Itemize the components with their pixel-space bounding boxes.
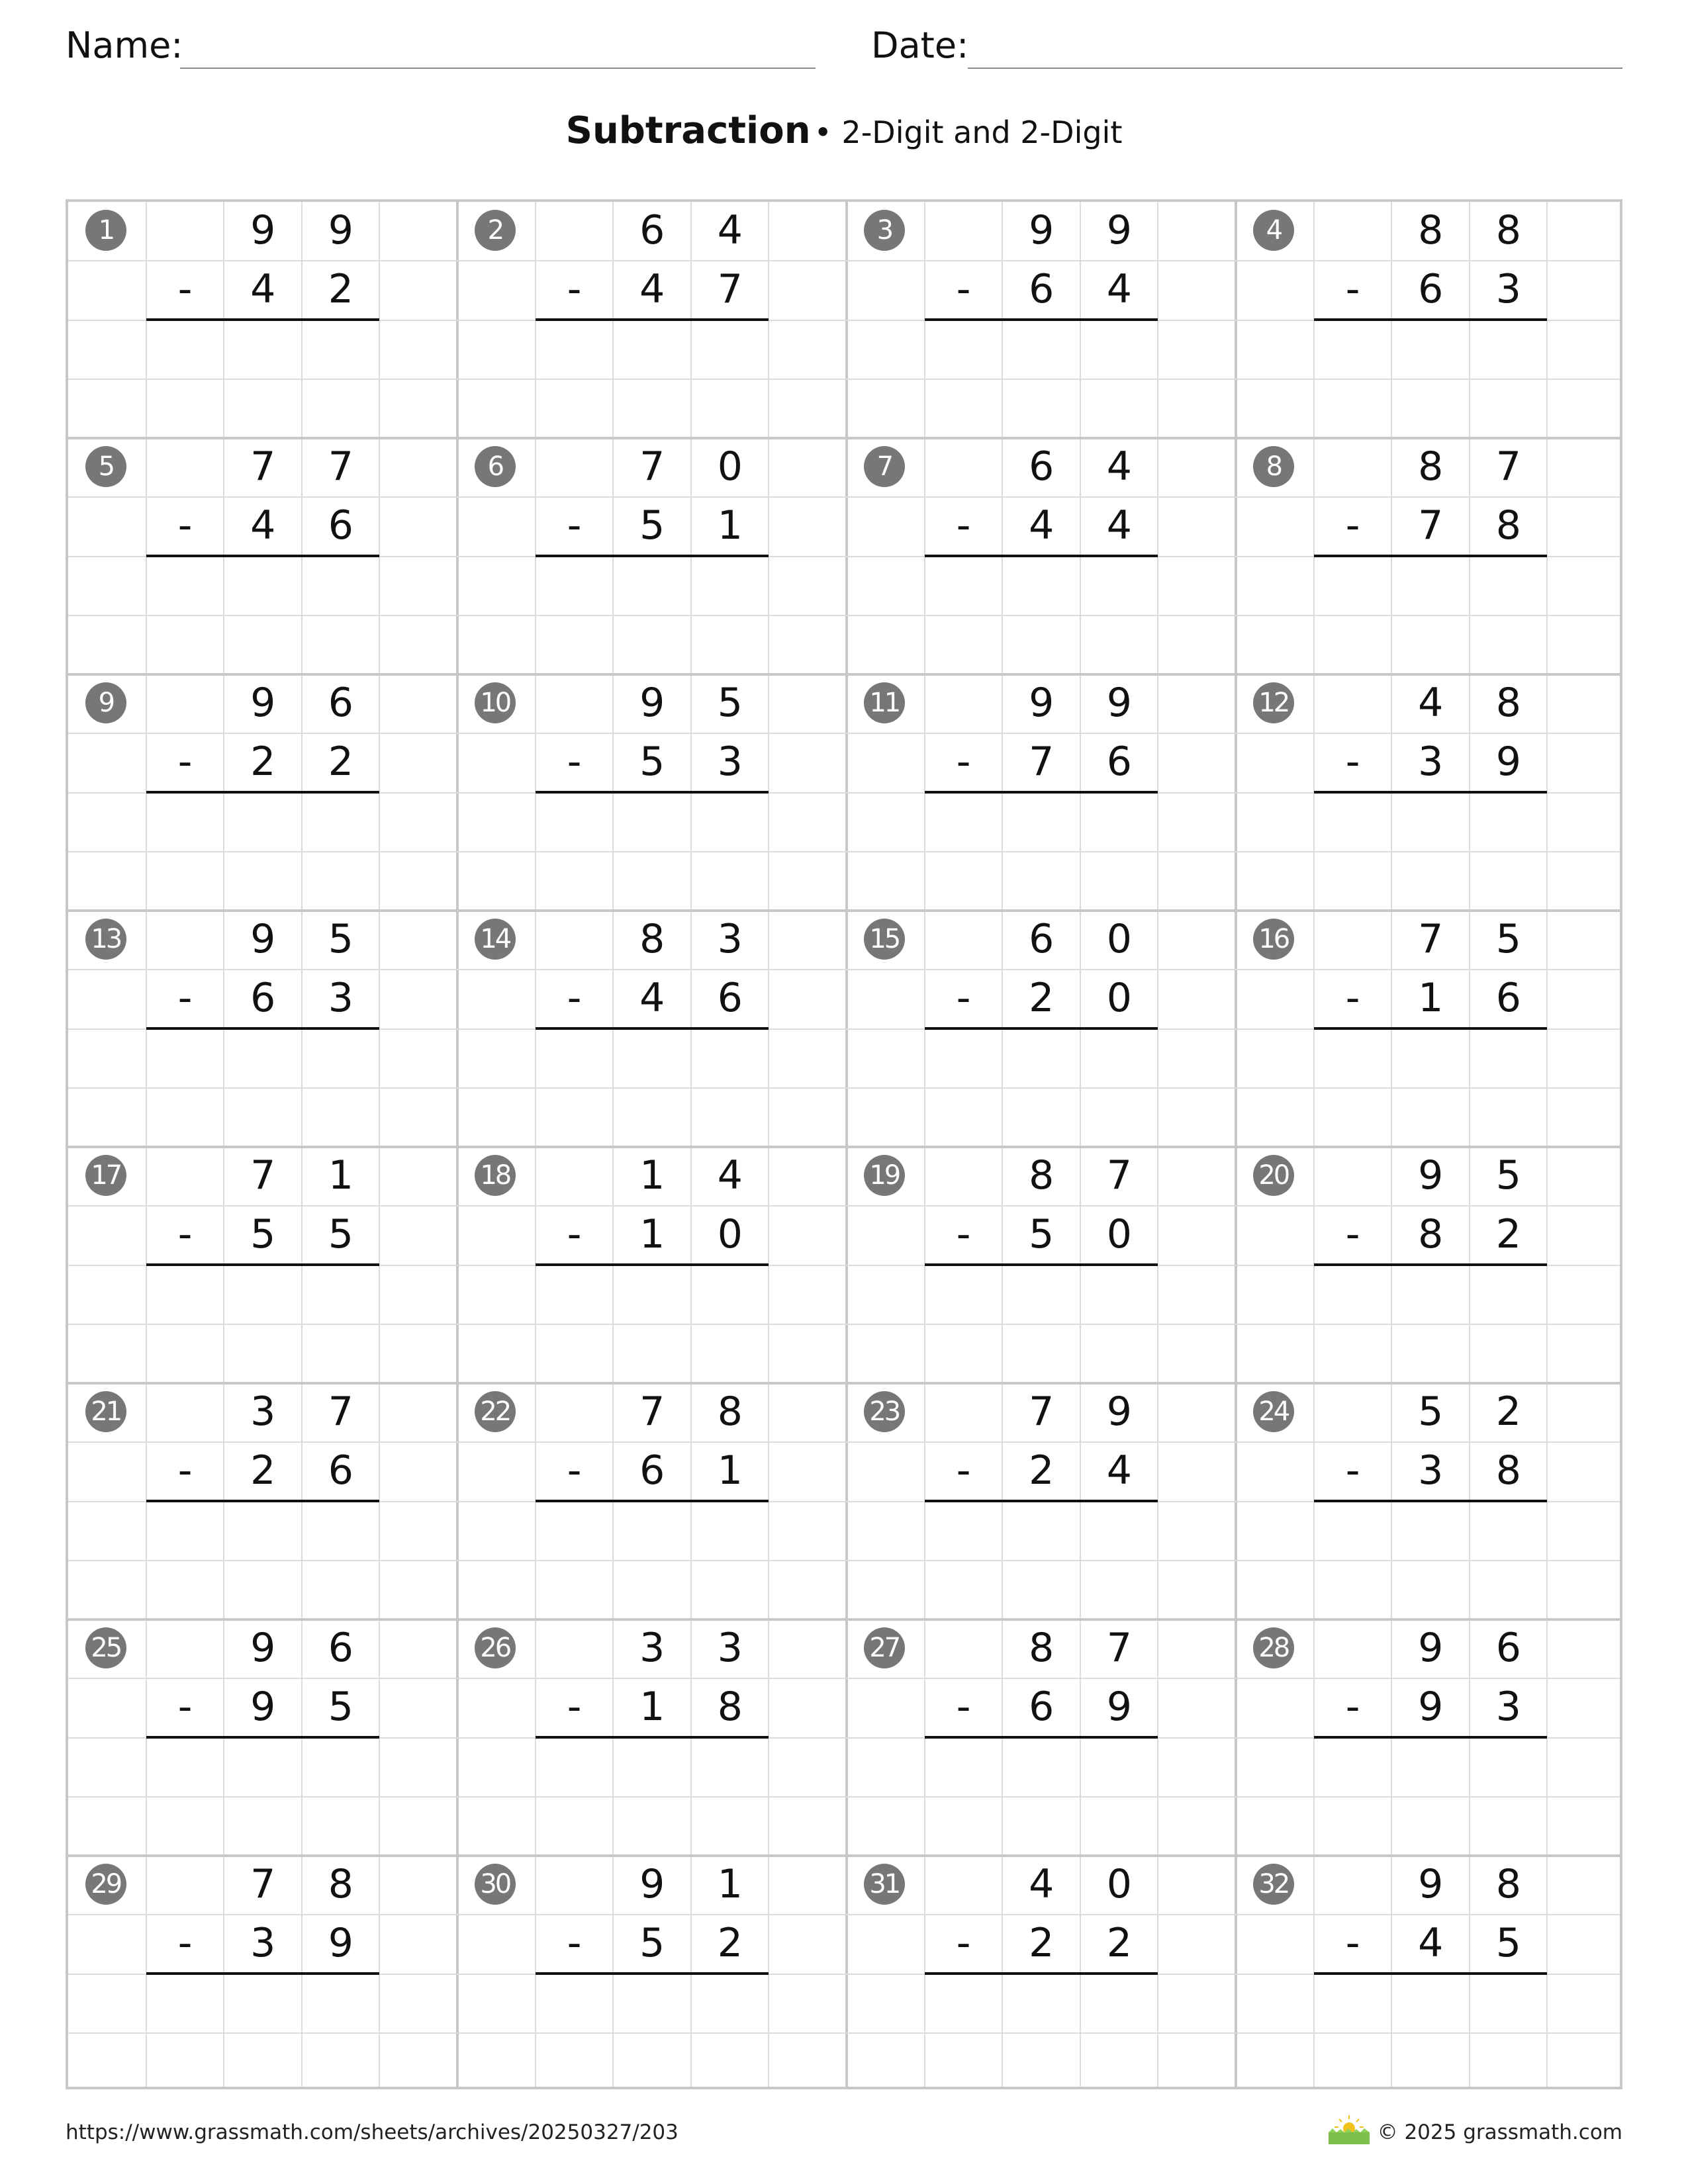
minus-sign: - bbox=[177, 1683, 193, 1730]
problem-number-badge: 8 bbox=[1253, 446, 1294, 487]
subtrahend-tens-digit: 4 bbox=[250, 502, 276, 549]
subtrahend-tens-digit: 1 bbox=[639, 1210, 665, 1257]
answer-area[interactable] bbox=[536, 557, 769, 675]
problem-number-badge: 29 bbox=[85, 1864, 126, 1905]
minuend-tens-digit: 6 bbox=[1029, 443, 1055, 490]
minus-sign: - bbox=[567, 1447, 582, 1494]
subtrahend-ones-digit: 6 bbox=[1106, 738, 1132, 785]
problem-number-badge: 9 bbox=[85, 682, 126, 723]
problem-number-badge: 5 bbox=[85, 446, 126, 487]
minuend-tens-digit: 3 bbox=[250, 1388, 276, 1435]
problem-number-badge: 3 bbox=[864, 210, 905, 251]
subtrahend-tens-digit: 9 bbox=[1418, 1683, 1444, 1730]
problem-number-badge: 6 bbox=[475, 446, 516, 487]
grid-line bbox=[68, 260, 1620, 261]
minuend-tens-digit: 9 bbox=[1029, 206, 1055, 253]
answer-area[interactable] bbox=[536, 1029, 769, 1148]
subtrahend-tens-digit: 5 bbox=[639, 1919, 665, 1966]
minus-sign: - bbox=[956, 1447, 971, 1494]
minuend-ones-digit: 0 bbox=[717, 443, 743, 490]
minuend-ones-digit: 1 bbox=[717, 1860, 743, 1907]
answer-area[interactable] bbox=[1314, 1738, 1548, 1856]
subtrahend-tens-digit: 6 bbox=[1418, 265, 1444, 312]
problem-number-badge: 28 bbox=[1253, 1627, 1294, 1668]
grid-line bbox=[68, 733, 1620, 734]
subtrahend-ones-digit: 9 bbox=[328, 1919, 353, 1966]
minus-sign: - bbox=[567, 502, 582, 549]
minuend-tens-digit: 9 bbox=[250, 206, 276, 253]
minuend-ones-digit: 8 bbox=[328, 1860, 353, 1907]
answer-area[interactable] bbox=[146, 1265, 380, 1384]
minuend-tens-digit: 7 bbox=[639, 1388, 665, 1435]
answer-area[interactable] bbox=[536, 320, 769, 439]
problem-number-badge: 19 bbox=[864, 1155, 905, 1196]
problem-number-badge: 15 bbox=[864, 919, 905, 960]
subtrahend-ones-digit: 5 bbox=[1495, 1919, 1521, 1966]
grid-line bbox=[68, 969, 1620, 970]
minus-sign: - bbox=[567, 974, 582, 1021]
subtrahend-tens-digit: 1 bbox=[639, 1683, 665, 1730]
grid-line bbox=[68, 1914, 1620, 1915]
problem-number-badge: 16 bbox=[1253, 919, 1294, 960]
minus-sign: - bbox=[567, 738, 582, 785]
minus-sign: - bbox=[1345, 1210, 1360, 1257]
problem-number-badge: 11 bbox=[864, 682, 905, 723]
problem-number-badge: 23 bbox=[864, 1391, 905, 1432]
minus-sign: - bbox=[177, 738, 193, 785]
minus-sign: - bbox=[177, 1210, 193, 1257]
minuend-tens-digit: 7 bbox=[250, 443, 276, 490]
minus-sign: - bbox=[956, 265, 971, 312]
problem-number-badge: 20 bbox=[1253, 1155, 1294, 1196]
minuend-tens-digit: 9 bbox=[250, 679, 276, 726]
answer-area[interactable] bbox=[1314, 1265, 1548, 1384]
minus-sign: - bbox=[1345, 974, 1360, 1021]
subtrahend-ones-digit: 9 bbox=[1495, 738, 1521, 785]
minuend-tens-digit: 4 bbox=[1029, 1860, 1055, 1907]
grid-line bbox=[68, 1678, 1620, 1679]
minuend-ones-digit: 6 bbox=[328, 1624, 353, 1671]
footer-url: https://www.grassmath.com/sheets/archives/20250327/203 bbox=[66, 2120, 679, 2144]
problem-number-badge: 18 bbox=[475, 1155, 516, 1196]
minuend-ones-digit: 0 bbox=[1106, 1860, 1132, 1907]
subtrahend-ones-digit: 2 bbox=[1106, 1919, 1132, 1966]
subtrahend-ones-digit: 0 bbox=[717, 1210, 743, 1257]
problem-number-badge: 4 bbox=[1253, 210, 1294, 251]
minuend-tens-digit: 7 bbox=[1418, 915, 1444, 962]
subtrahend-tens-digit: 6 bbox=[250, 974, 276, 1021]
problem-number-badge: 13 bbox=[85, 919, 126, 960]
subtrahend-ones-digit: 4 bbox=[1106, 265, 1132, 312]
problem-number-badge: 2 bbox=[475, 210, 516, 251]
subtrahend-ones-digit: 7 bbox=[717, 265, 743, 312]
subtrahend-tens-digit: 4 bbox=[1029, 502, 1055, 549]
minuend-tens-digit: 9 bbox=[1418, 1860, 1444, 1907]
subtrahend-tens-digit: 5 bbox=[639, 502, 665, 549]
answer-area[interactable] bbox=[146, 557, 380, 675]
minus-sign: - bbox=[1345, 1447, 1360, 1494]
minuend-tens-digit: 9 bbox=[250, 915, 276, 962]
minuend-ones-digit: 3 bbox=[717, 1624, 743, 1671]
minuend-tens-digit: 8 bbox=[1418, 206, 1444, 253]
problem-divider bbox=[1235, 202, 1237, 2087]
answer-area[interactable] bbox=[146, 1738, 380, 1856]
minuend-ones-digit: 8 bbox=[1495, 679, 1521, 726]
answer-area[interactable] bbox=[1314, 793, 1548, 911]
minuend-ones-digit: 7 bbox=[328, 443, 353, 490]
minuend-tens-digit: 6 bbox=[639, 206, 665, 253]
minus-sign: - bbox=[567, 1919, 582, 1966]
subtrahend-tens-digit: 2 bbox=[250, 1447, 276, 1494]
subtrahend-tens-digit: 3 bbox=[1418, 738, 1444, 785]
minuend-tens-digit: 6 bbox=[1029, 915, 1055, 962]
problem-number-badge: 10 bbox=[475, 682, 516, 723]
answer-area[interactable] bbox=[925, 1738, 1158, 1856]
answer-area[interactable] bbox=[925, 793, 1158, 911]
minuend-ones-digit: 8 bbox=[1495, 1860, 1521, 1907]
minuend-tens-digit: 8 bbox=[1418, 443, 1444, 490]
minus-sign: - bbox=[177, 265, 193, 312]
problem-divider bbox=[456, 202, 459, 2087]
subtrahend-ones-digit: 8 bbox=[1495, 1447, 1521, 1494]
subtrahend-tens-digit: 4 bbox=[1418, 1919, 1444, 1966]
subtrahend-ones-digit: 2 bbox=[328, 738, 353, 785]
minuend-tens-digit: 1 bbox=[639, 1152, 665, 1199]
problem-number-badge: 31 bbox=[864, 1864, 905, 1905]
minuend-ones-digit: 3 bbox=[717, 915, 743, 962]
minus-sign: - bbox=[1345, 1919, 1360, 1966]
minus-sign: - bbox=[177, 1447, 193, 1494]
subtrahend-ones-digit: 6 bbox=[328, 502, 353, 549]
minus-sign: - bbox=[177, 502, 193, 549]
minus-sign: - bbox=[956, 502, 971, 549]
subtrahend-tens-digit: 2 bbox=[250, 738, 276, 785]
minuend-ones-digit: 1 bbox=[328, 1152, 353, 1199]
problem-number-badge: 26 bbox=[475, 1627, 516, 1668]
answer-area[interactable] bbox=[925, 1974, 1158, 2093]
minus-sign: - bbox=[956, 974, 971, 1021]
minuend-tens-digit: 7 bbox=[639, 443, 665, 490]
footer-copyright: © 2025 grassmath.com bbox=[1377, 2120, 1622, 2144]
answer-area[interactable] bbox=[925, 320, 1158, 439]
answer-area[interactable] bbox=[1314, 1029, 1548, 1148]
answer-area[interactable] bbox=[536, 1974, 769, 2093]
minus-sign: - bbox=[956, 1683, 971, 1730]
subtrahend-ones-digit: 4 bbox=[1106, 502, 1132, 549]
minus-sign: - bbox=[1345, 502, 1360, 549]
subtrahend-ones-digit: 6 bbox=[1495, 974, 1521, 1021]
problem-number-badge: 27 bbox=[864, 1627, 905, 1668]
subtrahend-ones-digit: 1 bbox=[717, 1447, 743, 1494]
subtrahend-ones-digit: 1 bbox=[717, 502, 743, 549]
problem-grid bbox=[66, 199, 1622, 2089]
answer-area[interactable] bbox=[1314, 557, 1548, 675]
problem-number-badge: 30 bbox=[475, 1864, 516, 1905]
minuend-ones-digit: 7 bbox=[1106, 1624, 1132, 1671]
subtrahend-ones-digit: 5 bbox=[328, 1210, 353, 1257]
minuend-tens-digit: 3 bbox=[639, 1624, 665, 1671]
answer-area[interactable] bbox=[146, 1029, 380, 1148]
minuend-ones-digit: 9 bbox=[1106, 1388, 1132, 1435]
minuend-ones-digit: 5 bbox=[1495, 915, 1521, 962]
answer-area[interactable] bbox=[146, 320, 380, 439]
minuend-ones-digit: 5 bbox=[328, 915, 353, 962]
subtrahend-tens-digit: 2 bbox=[1029, 974, 1055, 1021]
subtrahend-ones-digit: 3 bbox=[328, 974, 353, 1021]
problem-number-badge: 14 bbox=[475, 919, 516, 960]
subtrahend-tens-digit: 4 bbox=[250, 265, 276, 312]
grid-line bbox=[68, 1205, 1620, 1206]
minuend-ones-digit: 2 bbox=[1495, 1388, 1521, 1435]
subtrahend-ones-digit: 3 bbox=[1495, 1683, 1521, 1730]
subtrahend-tens-digit: 9 bbox=[250, 1683, 276, 1730]
problem-number-badge: 12 bbox=[1253, 682, 1294, 723]
answer-area[interactable] bbox=[536, 1265, 769, 1384]
minus-sign: - bbox=[567, 1210, 582, 1257]
minuend-ones-digit: 6 bbox=[1495, 1624, 1521, 1671]
subtrahend-ones-digit: 0 bbox=[1106, 974, 1132, 1021]
minuend-ones-digit: 7 bbox=[328, 1388, 353, 1435]
grass-sun-logo-icon bbox=[1326, 2113, 1372, 2146]
minus-sign: - bbox=[177, 974, 193, 1021]
title-sub: • 2-Digit and 2-Digit bbox=[814, 114, 1123, 150]
problem-number-badge: 24 bbox=[1253, 1391, 1294, 1432]
minuend-ones-digit: 0 bbox=[1106, 915, 1132, 962]
title-main: Subtraction bbox=[565, 109, 811, 152]
subtrahend-ones-digit: 0 bbox=[1106, 1210, 1132, 1257]
minuend-tens-digit: 7 bbox=[250, 1152, 276, 1199]
problem-divider bbox=[845, 202, 848, 2087]
minuend-tens-digit: 8 bbox=[1029, 1152, 1055, 1199]
minuend-tens-digit: 5 bbox=[1418, 1388, 1444, 1435]
answer-area[interactable] bbox=[1314, 320, 1548, 439]
minuend-ones-digit: 7 bbox=[1495, 443, 1521, 490]
name-label: Name: bbox=[66, 24, 183, 66]
subtrahend-ones-digit: 4 bbox=[1106, 1447, 1132, 1494]
answer-area[interactable] bbox=[925, 1029, 1158, 1148]
date-line[interactable] bbox=[968, 68, 1622, 69]
minus-sign: - bbox=[177, 1919, 193, 1966]
subtrahend-tens-digit: 8 bbox=[1418, 1210, 1444, 1257]
subtrahend-tens-digit: 1 bbox=[1418, 974, 1444, 1021]
subtrahend-ones-digit: 9 bbox=[1106, 1683, 1132, 1730]
answer-area[interactable] bbox=[536, 1502, 769, 1620]
subtrahend-ones-digit: 2 bbox=[1495, 1210, 1521, 1257]
subtrahend-ones-digit: 5 bbox=[328, 1683, 353, 1730]
minuend-tens-digit: 9 bbox=[1029, 679, 1055, 726]
minuend-ones-digit: 4 bbox=[1106, 443, 1132, 490]
minuend-tens-digit: 9 bbox=[639, 679, 665, 726]
minus-sign: - bbox=[567, 265, 582, 312]
subtrahend-tens-digit: 4 bbox=[639, 265, 665, 312]
minuend-tens-digit: 8 bbox=[639, 915, 665, 962]
answer-area[interactable] bbox=[925, 557, 1158, 675]
minuend-tens-digit: 8 bbox=[1029, 1624, 1055, 1671]
answer-area[interactable] bbox=[146, 1974, 380, 2093]
answer-area[interactable] bbox=[146, 1502, 380, 1620]
answer-area[interactable] bbox=[1314, 1502, 1548, 1620]
subtrahend-tens-digit: 2 bbox=[1029, 1447, 1055, 1494]
subtrahend-tens-digit: 5 bbox=[250, 1210, 276, 1257]
minuend-tens-digit: 4 bbox=[1418, 679, 1444, 726]
minuend-ones-digit: 5 bbox=[1495, 1152, 1521, 1199]
minuend-ones-digit: 4 bbox=[717, 206, 743, 253]
subtrahend-ones-digit: 8 bbox=[717, 1683, 743, 1730]
minuend-tens-digit: 9 bbox=[639, 1860, 665, 1907]
subtrahend-tens-digit: 2 bbox=[1029, 1919, 1055, 1966]
minuend-ones-digit: 7 bbox=[1106, 1152, 1132, 1199]
subtrahend-tens-digit: 7 bbox=[1418, 502, 1444, 549]
grid-line bbox=[68, 1441, 1620, 1443]
answer-area[interactable] bbox=[146, 793, 380, 911]
answer-area[interactable] bbox=[925, 1265, 1158, 1384]
subtrahend-ones-digit: 3 bbox=[717, 738, 743, 785]
subtrahend-tens-digit: 6 bbox=[1029, 265, 1055, 312]
minus-sign: - bbox=[956, 738, 971, 785]
minuend-tens-digit: 9 bbox=[1418, 1152, 1444, 1199]
answer-area[interactable] bbox=[536, 793, 769, 911]
grid-line bbox=[68, 496, 1620, 498]
subtrahend-ones-digit: 6 bbox=[328, 1447, 353, 1494]
subtrahend-ones-digit: 3 bbox=[1495, 265, 1521, 312]
subtrahend-ones-digit: 6 bbox=[717, 974, 743, 1021]
problem-number-badge: 1 bbox=[85, 210, 126, 251]
minus-sign: - bbox=[1345, 1683, 1360, 1730]
minuend-ones-digit: 9 bbox=[328, 206, 353, 253]
minuend-tens-digit: 7 bbox=[1029, 1388, 1055, 1435]
problem-number-badge: 25 bbox=[85, 1627, 126, 1668]
date-label: Date: bbox=[871, 24, 969, 66]
subtrahend-tens-digit: 3 bbox=[1418, 1447, 1444, 1494]
subtrahend-tens-digit: 4 bbox=[639, 974, 665, 1021]
subtrahend-ones-digit: 2 bbox=[717, 1919, 743, 1966]
minuend-tens-digit: 9 bbox=[250, 1624, 276, 1671]
subtrahend-ones-digit: 8 bbox=[1495, 502, 1521, 549]
minuend-ones-digit: 8 bbox=[717, 1388, 743, 1435]
subtrahend-tens-digit: 5 bbox=[639, 738, 665, 785]
subtrahend-tens-digit: 5 bbox=[1029, 1210, 1055, 1257]
name-line[interactable] bbox=[180, 68, 816, 69]
subtrahend-ones-digit: 2 bbox=[328, 265, 353, 312]
problem-number-badge: 7 bbox=[864, 446, 905, 487]
minuend-ones-digit: 5 bbox=[717, 679, 743, 726]
subtrahend-tens-digit: 7 bbox=[1029, 738, 1055, 785]
minus-sign: - bbox=[567, 1683, 582, 1730]
minuend-ones-digit: 6 bbox=[328, 679, 353, 726]
minuend-tens-digit: 7 bbox=[250, 1860, 276, 1907]
answer-area[interactable] bbox=[536, 1738, 769, 1856]
problem-number-badge: 17 bbox=[85, 1155, 126, 1196]
minuend-tens-digit: 9 bbox=[1418, 1624, 1444, 1671]
minuend-ones-digit: 4 bbox=[717, 1152, 743, 1199]
minus-sign: - bbox=[1345, 738, 1360, 785]
minuend-ones-digit: 8 bbox=[1495, 206, 1521, 253]
worksheet-title bbox=[0, 105, 1688, 166]
subtrahend-tens-digit: 6 bbox=[639, 1447, 665, 1494]
problem-number-badge: 22 bbox=[475, 1391, 516, 1432]
minus-sign: - bbox=[1345, 265, 1360, 312]
subtrahend-tens-digit: 6 bbox=[1029, 1683, 1055, 1730]
answer-area[interactable] bbox=[1314, 1974, 1548, 2093]
problem-number-badge: 32 bbox=[1253, 1864, 1294, 1905]
problem-number-badge: 21 bbox=[85, 1391, 126, 1432]
answer-area[interactable] bbox=[925, 1502, 1158, 1620]
minuend-ones-digit: 9 bbox=[1106, 206, 1132, 253]
minus-sign: - bbox=[956, 1919, 971, 1966]
minus-sign: - bbox=[956, 1210, 971, 1257]
subtrahend-tens-digit: 3 bbox=[250, 1919, 276, 1966]
minuend-ones-digit: 9 bbox=[1106, 679, 1132, 726]
